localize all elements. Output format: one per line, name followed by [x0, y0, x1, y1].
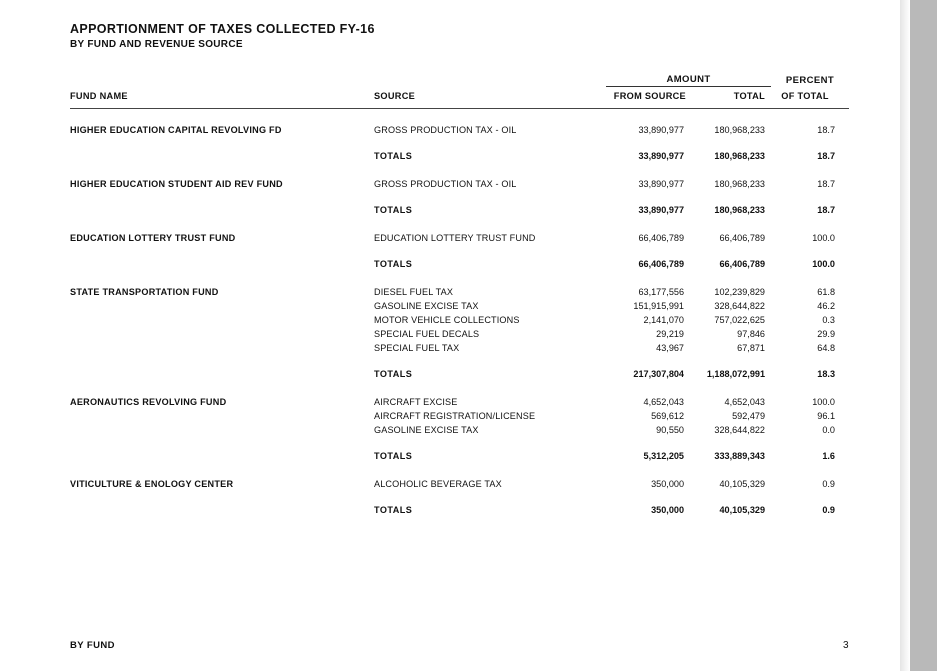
header-amount-group: AMOUNT — [606, 74, 771, 87]
totals-from-source: 33,890,977 — [638, 151, 684, 161]
totals-percent: 18.7 — [817, 151, 835, 161]
from-source-value: 151,915,991 — [633, 301, 684, 311]
totals-percent: 1.6 — [822, 451, 835, 461]
table-header-sub — [70, 87, 849, 107]
source-name: GASOLINE EXCISE TAX — [374, 425, 479, 435]
from-source-value: 350,000 — [651, 479, 684, 489]
total-value: 4,652,043 — [724, 397, 765, 407]
from-source-value: 569,612 — [651, 411, 684, 421]
totals-row — [70, 203, 849, 217]
header-total: TOTAL — [733, 91, 765, 101]
table-row — [70, 299, 849, 313]
source-name: EDUCATION LOTTERY TRUST FUND — [374, 233, 536, 243]
total-value: 66,406,789 — [719, 233, 765, 243]
percent-value: 96.1 — [817, 411, 835, 421]
table-row — [70, 177, 849, 191]
fund-name: STATE TRANSPORTATION FUND — [70, 287, 219, 297]
from-source-value: 63,177,556 — [638, 287, 684, 297]
fund-name: AERONAUTICS REVOLVING FUND — [70, 397, 227, 407]
totals-spacer — [70, 245, 849, 257]
source-name: MOTOR VEHICLE COLLECTIONS — [374, 315, 520, 325]
from-source-value: 33,890,977 — [638, 125, 684, 135]
totals-from-source: 66,406,789 — [638, 259, 684, 269]
totals-from-source: 5,312,205 — [643, 451, 684, 461]
totals-row — [70, 367, 849, 381]
table-row — [70, 409, 849, 423]
group-spacer — [70, 163, 849, 177]
totals-spacer — [70, 191, 849, 203]
table-row — [70, 477, 849, 491]
total-value: 757,022,625 — [714, 315, 765, 325]
total-value: 97,846 — [737, 329, 765, 339]
totals-row — [70, 503, 849, 517]
fund-name: HIGHER EDUCATION CAPITAL REVOLVING FD — [70, 125, 282, 135]
header-spacer-fund — [70, 74, 374, 87]
total-value: 592,479 — [732, 411, 765, 421]
group-spacer — [70, 109, 849, 124]
table-row — [70, 123, 849, 137]
from-source-value: 33,890,977 — [638, 179, 684, 189]
total-value: 180,968,233 — [714, 125, 765, 135]
source-name: DIESEL FUEL TAX — [374, 287, 454, 297]
fund-name-blank — [70, 327, 374, 341]
header-from-source: FROM SOURCE — [613, 91, 686, 101]
total-value: 328,644,822 — [714, 301, 765, 311]
totals-total: 180,968,233 — [714, 151, 765, 161]
percent-value: 29.9 — [817, 329, 835, 339]
header-source: SOURCE — [374, 91, 416, 101]
totals-fund-blank — [70, 449, 374, 463]
source-name: ALCOHOLIC BEVERAGE TAX — [374, 479, 502, 489]
totals-total: 180,968,233 — [714, 205, 765, 215]
table-row — [70, 423, 849, 437]
totals-percent: 100.0 — [812, 259, 835, 269]
totals-spacer — [70, 137, 849, 149]
header-spacer-source — [374, 74, 606, 87]
percent-value: 100.0 — [812, 233, 835, 243]
totals-label: TOTALS — [374, 151, 413, 161]
percent-value: 61.8 — [817, 287, 835, 297]
totals-label: TOTALS — [374, 205, 413, 215]
from-source-value: 43,967 — [656, 343, 684, 353]
table-row — [70, 231, 849, 245]
totals-percent: 18.7 — [817, 205, 835, 215]
source-name: GROSS PRODUCTION TAX - OIL — [374, 179, 517, 189]
percent-value: 0.3 — [822, 315, 835, 325]
percent-value: 18.7 — [817, 179, 835, 189]
source-name: GROSS PRODUCTION TAX - OIL — [374, 125, 517, 135]
totals-label: TOTALS — [374, 369, 413, 379]
fund-name-blank — [70, 409, 374, 423]
fund-name: VITICULTURE & ENOLOGY CENTER — [70, 479, 234, 489]
group-spacer — [70, 463, 849, 477]
percent-value: 0.0 — [822, 425, 835, 435]
totals-label: TOTALS — [374, 451, 413, 461]
header-percent-line1: PERCENT — [785, 74, 835, 86]
totals-spacer — [70, 355, 849, 367]
header-percent-line2: OF TOTAL — [781, 91, 829, 101]
fund-name: EDUCATION LOTTERY TRUST FUND — [70, 233, 236, 243]
totals-from-source: 350,000 — [651, 505, 684, 515]
table-row — [70, 341, 849, 355]
page-number: 3 — [843, 640, 849, 651]
from-source-value: 66,406,789 — [638, 233, 684, 243]
source-name: AIRCRAFT REGISTRATION/LICENSE — [374, 411, 536, 421]
percent-value: 0.9 — [822, 479, 835, 489]
header-fund-name: FUND NAME — [70, 91, 128, 101]
totals-spacer — [70, 491, 849, 503]
totals-label: TOTALS — [374, 259, 413, 269]
from-source-value: 4,652,043 — [643, 397, 684, 407]
fund-name-blank — [70, 313, 374, 327]
totals-label: TOTALS — [374, 505, 413, 515]
source-name: GASOLINE EXCISE TAX — [374, 301, 479, 311]
total-value: 102,239,829 — [714, 287, 765, 297]
report-title: APPORTIONMENT OF TAXES COLLECTED FY-16 — [70, 22, 375, 36]
totals-fund-blank — [70, 149, 374, 163]
percent-value: 46.2 — [817, 301, 835, 311]
total-value: 40,105,329 — [719, 479, 765, 489]
percent-value: 64.8 — [817, 343, 835, 353]
totals-percent: 18.3 — [817, 369, 835, 379]
table-header-top — [70, 74, 849, 87]
totals-total: 66,406,789 — [719, 259, 765, 269]
totals-from-source: 217,307,804 — [633, 369, 684, 379]
table-row — [70, 395, 849, 409]
fund-name-blank — [70, 299, 374, 313]
percent-value: 100.0 — [812, 397, 835, 407]
totals-total: 1,188,072,991 — [706, 369, 765, 379]
totals-fund-blank — [70, 203, 374, 217]
report-subtitle: BY FUND AND REVENUE SOURCE — [70, 39, 243, 50]
source-name: AIRCRAFT EXCISE — [374, 397, 458, 407]
source-name: SPECIAL FUEL DECALS — [374, 329, 480, 339]
totals-percent: 0.9 — [822, 505, 835, 515]
source-name: SPECIAL FUEL TAX — [374, 343, 460, 353]
totals-total: 40,105,329 — [719, 505, 765, 515]
from-source-value: 2,141,070 — [643, 315, 684, 325]
group-spacer — [70, 217, 849, 231]
report-body — [70, 22, 860, 517]
totals-from-source: 33,890,977 — [638, 205, 684, 215]
footer-label: BY FUND — [70, 640, 115, 651]
fund-name: HIGHER EDUCATION STUDENT AID REV FUND — [70, 179, 283, 189]
totals-row — [70, 149, 849, 163]
totals-row — [70, 449, 849, 463]
total-value: 328,644,822 — [714, 425, 765, 435]
table-row — [70, 313, 849, 327]
apportionment-table — [70, 74, 849, 517]
total-value: 180,968,233 — [714, 179, 765, 189]
page-footer — [70, 640, 849, 651]
totals-fund-blank — [70, 367, 374, 381]
totals-spacer — [70, 437, 849, 449]
totals-row — [70, 257, 849, 271]
from-source-value: 29,219 — [656, 329, 684, 339]
fund-name-blank — [70, 341, 374, 355]
percent-value: 18.7 — [817, 125, 835, 135]
table-row — [70, 327, 849, 341]
group-spacer — [70, 381, 849, 395]
total-value: 67,871 — [737, 343, 765, 353]
group-spacer — [70, 271, 849, 285]
totals-total: 333,889,343 — [714, 451, 765, 461]
fund-name-blank — [70, 423, 374, 437]
totals-fund-blank — [70, 503, 374, 517]
totals-fund-blank — [70, 257, 374, 271]
table-row — [70, 285, 849, 299]
from-source-value: 90,550 — [656, 425, 684, 435]
